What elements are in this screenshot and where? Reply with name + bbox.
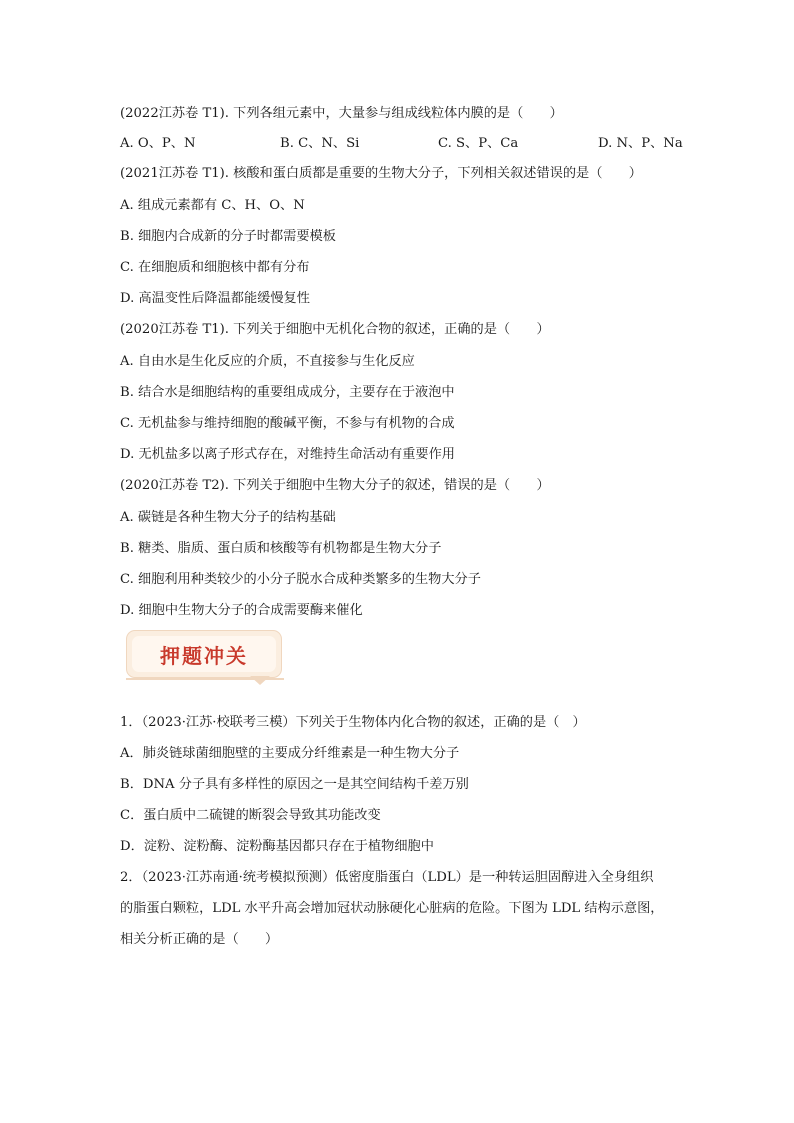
practice-2-line-2: 的脂蛋白颗粒，LDL 水平升高会增加冠状动脉硬化心脏病的危险。下图为 LDL 结构示意图，: [120, 901, 664, 916]
option-a: A. O、P、N: [120, 136, 196, 151]
option-c: C．蛋白质中二硫键的断裂会导致其功能改变: [120, 808, 381, 823]
question-2022-t1-options: [120, 134, 683, 154]
option-a: A. 碳链是各种生物大分子的结构基础: [120, 510, 336, 525]
banner-pointer: [250, 676, 270, 685]
section-banner: [126, 630, 284, 680]
banner-title: 押题冲关: [160, 644, 248, 668]
banner-box: [126, 630, 282, 678]
option-d: D. 细胞中生物大分子的合成需要酶来催化: [120, 603, 363, 618]
option-c: C. S、P、Ca: [438, 136, 519, 151]
option-d: D．淀粉、淀粉酶、淀粉酶基因都只存在于植物细胞中: [120, 839, 434, 854]
question-2022-t1-stem: (2022江苏卷 T1). 下列各组元素中，大量参与组成线粒体内膜的是（ ）: [120, 106, 563, 121]
practice-2-line-3: 相关分析正确的是（ ）: [120, 932, 279, 947]
option-a: A. 组成元素都有 C、H、O、N: [120, 198, 305, 213]
option-a: A. 自由水是生化反应的介质，不直接参与生化反应: [120, 354, 415, 369]
option-d: D. N、P、Na: [598, 136, 683, 151]
option-b: B. C、N、Si: [280, 136, 360, 151]
option-c: C. 细胞利用种类较少的小分子脱水合成种类繁多的生物大分子: [120, 572, 481, 587]
option-b: B．DNA 分子具有多样性的原因之一是其空间结构千差万别: [120, 777, 469, 792]
option-a: A．肺炎链球菌细胞壁的主要成分纤维素是一种生物大分子: [120, 746, 460, 761]
question-2020-t1-stem: (2020江苏卷 T1). 下列关于细胞中无机化合物的叙述，正确的是（ ）: [120, 322, 550, 337]
practice-2-line-1: 2．（2023·江苏南通·统考模拟预测）低密度脂蛋白（LDL）是一种转运胆固醇进入全身组织: [120, 870, 654, 885]
option-c: C. 无机盐参与维持细胞的酸碱平衡，不参与有机物的合成: [120, 416, 455, 431]
option-d: D. 无机盐多以离子形式存在，对维持生命活动有重要作用: [120, 447, 455, 462]
option-d: D. 高温变性后降温都能缓慢复性: [120, 291, 310, 306]
option-c: C. 在细胞质和细胞核中都有分布: [120, 260, 310, 275]
option-b: B. 细胞内合成新的分子时都需要模板: [120, 229, 336, 244]
practice-1-stem: 1．（2023·江苏·校联考三模）下列关于生物体内化合物的叙述，正确的是（ ）: [120, 715, 586, 730]
question-2021-t1-stem: (2021江苏卷 T1). 核酸和蛋白质都是重要的生物大分子，下列相关叙述错误的是（ ）: [120, 166, 642, 181]
question-2020-t2-stem: (2020江苏卷 T2). 下列关于细胞中生物大分子的叙述，错误的是（ ）: [120, 478, 550, 493]
option-b: B. 结合水是细胞结构的重要组成成分，主要存在于液泡中: [120, 385, 455, 400]
option-b: B. 糖类、脂质、蛋白质和核酸等有机物都是生物大分子: [120, 541, 442, 556]
